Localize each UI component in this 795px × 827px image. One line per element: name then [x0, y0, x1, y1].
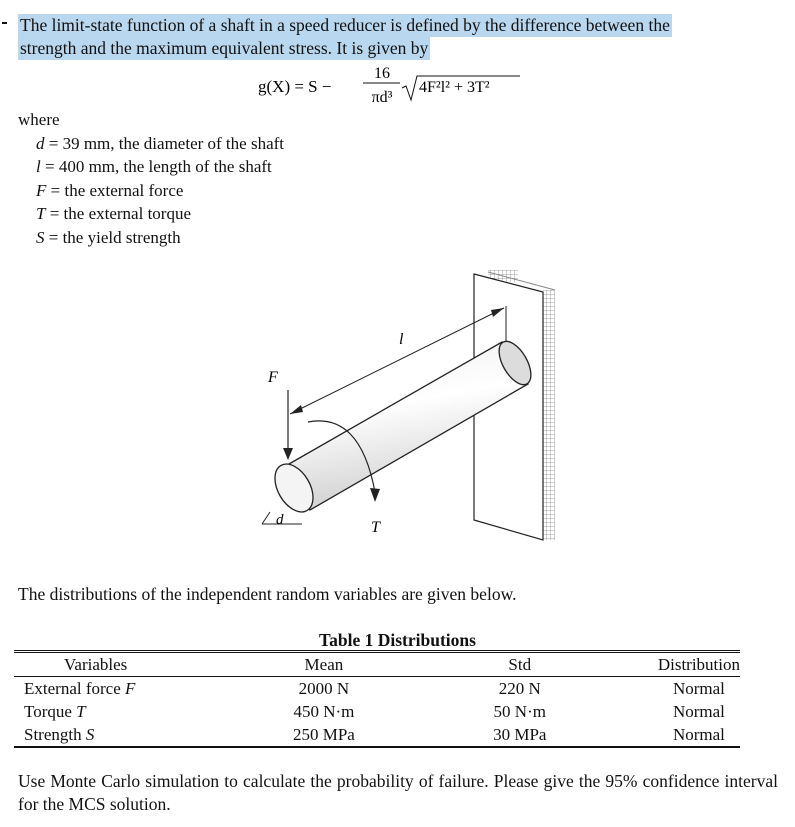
cell-variable: Torque T [24, 702, 86, 721]
formula-denominator: πd³ [371, 89, 393, 106]
length-arrow-left [290, 405, 303, 414]
table-caption: Table 1 Distributions [319, 630, 476, 650]
intro-paragraph [18, 14, 672, 60]
table-header-row [14, 652, 740, 677]
force-arrowhead [283, 448, 293, 460]
cell-variable: Strength S [24, 725, 95, 744]
label-l: l [399, 331, 404, 348]
cell-distribution: Normal [672, 679, 725, 698]
table-row [14, 700, 740, 723]
label-T: T [371, 519, 380, 536]
cell-std: 50 N·m [493, 702, 546, 721]
cell-mean: 250 MPa [292, 725, 355, 744]
table-row [14, 677, 740, 701]
cell-std: 30 MPa [493, 725, 547, 744]
cell-mean: 450 N·m [293, 702, 355, 721]
header-variables: Variables [64, 655, 128, 674]
cell-mean: 2000 N [298, 679, 350, 698]
formula-numerator: 16 [374, 65, 390, 82]
cell-variable: External force F [24, 679, 136, 698]
distributions-table [14, 650, 740, 748]
final-instruction: Use Monte Carlo simulation to calculate the probability of failure. Please give the 95% confidence interval for the MCS solution. [18, 771, 778, 814]
header-distribution: Distribution [657, 655, 740, 674]
intro-line-2: strength and the maximum equivalent stress. It is given by [20, 38, 429, 58]
definition-l: l = 400 mm, the length of the shaft [36, 157, 272, 177]
formula-radicand: 4F²l² + 3T² [419, 79, 490, 96]
formula-lhs: g(X) = S − [258, 77, 332, 96]
definition-S: S = the yield strength [36, 227, 181, 247]
definition-F: F = the external force [36, 180, 184, 200]
intro-line-1: The limit-state function of a shaft in a speed reducer is defined by the difference between the [20, 15, 670, 35]
shaft-figure [230, 262, 570, 542]
wall-side-hatch [543, 290, 555, 540]
cell-distribution: Normal [672, 725, 725, 744]
where-label: where [18, 110, 60, 129]
label-d: d [276, 512, 284, 528]
definition-d: d = 39 mm, the diameter of the shaft [36, 134, 284, 153]
definitions-list [36, 132, 284, 249]
bullet-mark [2, 22, 7, 24]
cell-distribution: Normal [672, 702, 725, 721]
header-std: Std [508, 655, 532, 674]
label-F: F [268, 369, 278, 386]
diameter-leader [262, 512, 270, 524]
cell-std: 220 N [498, 679, 541, 698]
limit-state-formula [250, 58, 540, 110]
definition-T: T = the external torque [36, 204, 191, 224]
header-mean: Mean [304, 655, 344, 674]
table-row [14, 723, 740, 747]
distribution-sentence: The distributions of the independent random variables are given below. [18, 584, 517, 604]
torque-arrowhead [370, 488, 380, 502]
